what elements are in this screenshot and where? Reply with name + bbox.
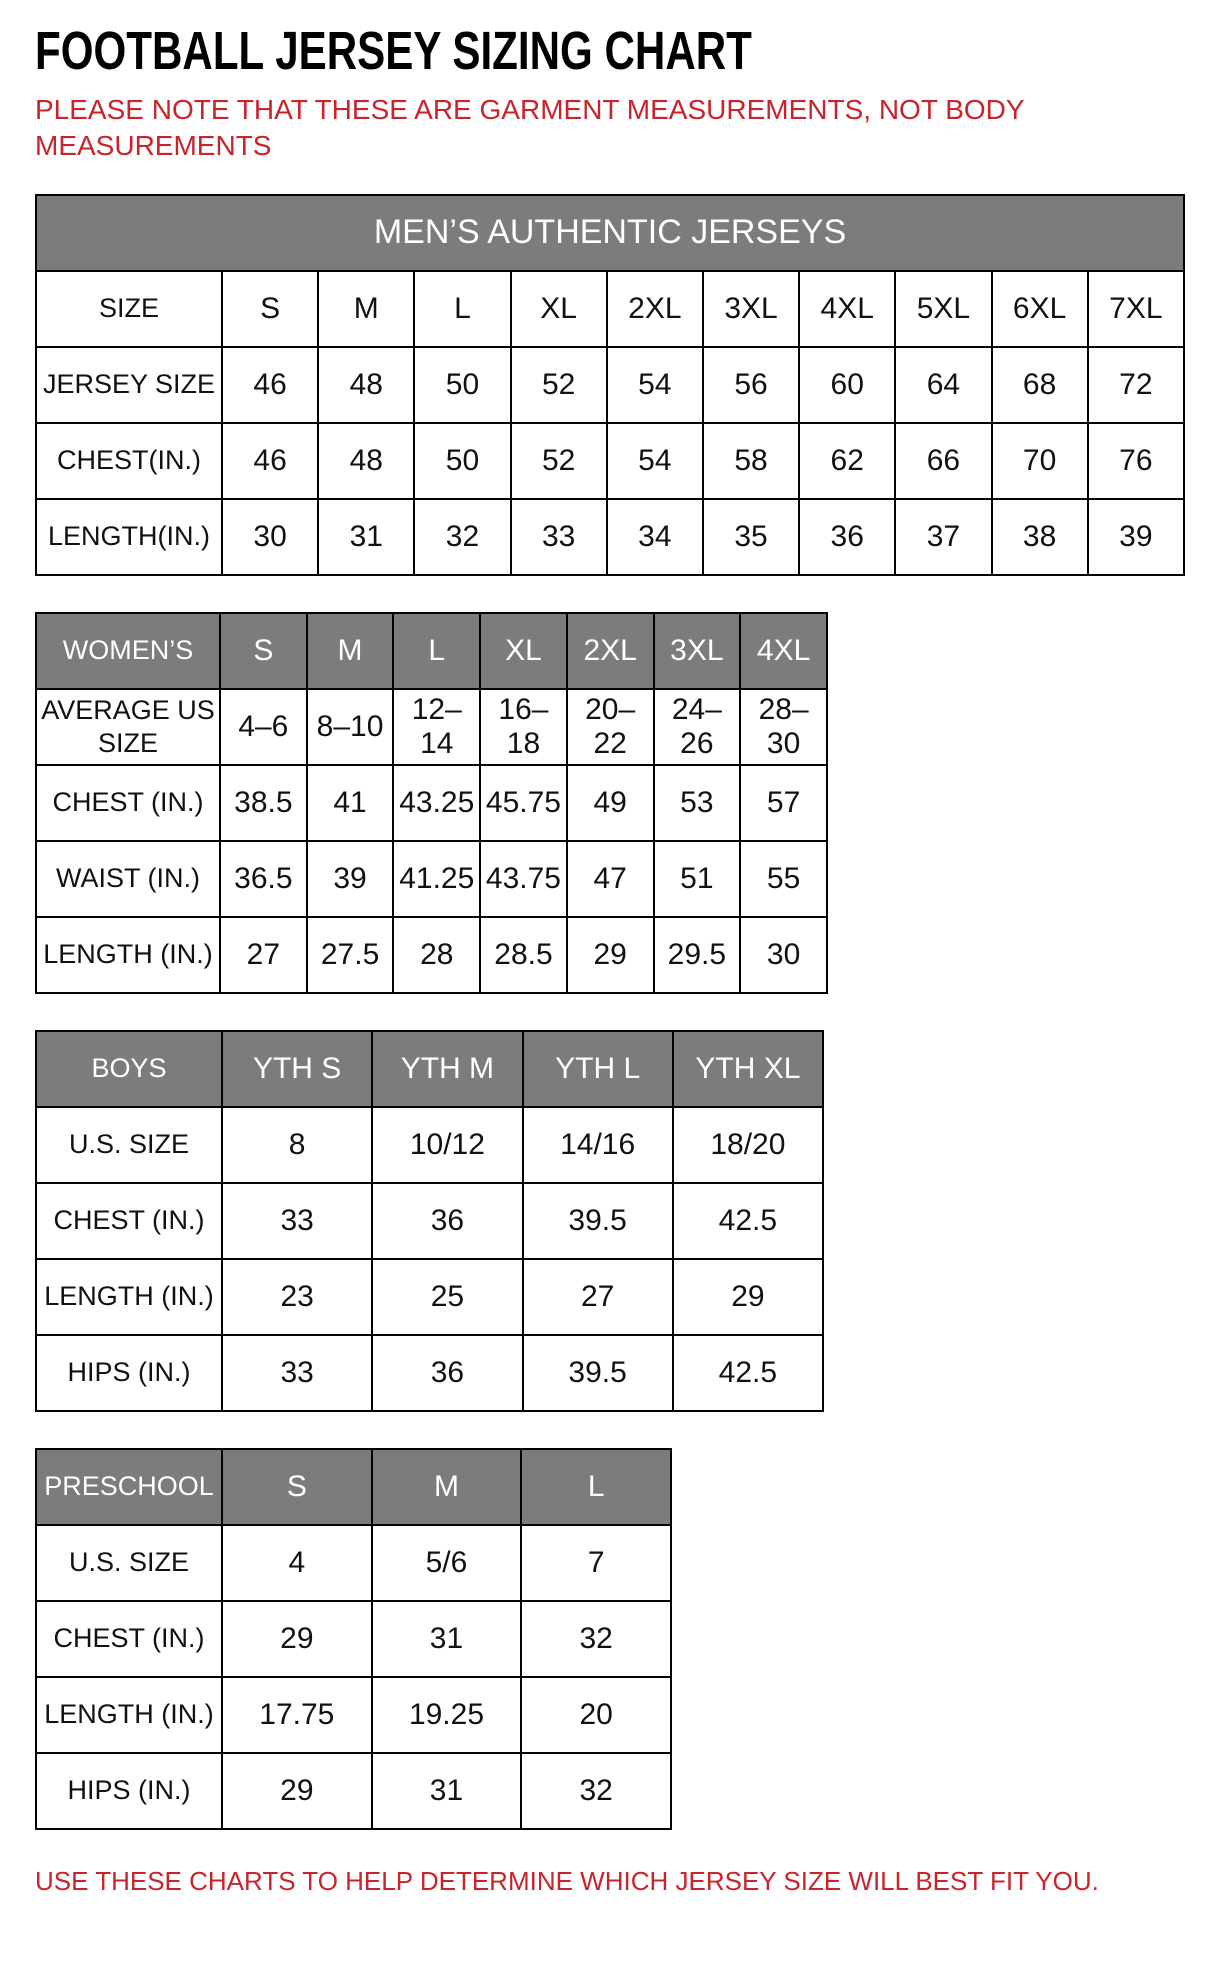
value-cell: 36.5 xyxy=(220,841,307,917)
value-cell: 19.25 xyxy=(372,1677,522,1753)
value-cell: 31 xyxy=(372,1753,522,1829)
value-cell: 46 xyxy=(222,423,318,499)
mens-size-table xyxy=(35,194,1185,576)
value-cell: 43.75 xyxy=(480,841,567,917)
value-cell: 36 xyxy=(372,1183,522,1259)
header-row xyxy=(36,613,827,689)
row-label: AVERAGE US SIZE xyxy=(36,689,220,765)
value-cell: 30 xyxy=(222,499,318,575)
row-label: HIPS (IN.) xyxy=(36,1335,222,1411)
boys-sizing-table xyxy=(35,1030,1185,1412)
boys-size-table xyxy=(35,1030,824,1412)
boys-header-label: BOYS xyxy=(36,1031,222,1107)
value-cell: 29.5 xyxy=(654,917,741,993)
womens-size-table xyxy=(35,612,828,994)
value-cell: 46 xyxy=(222,347,318,423)
value-cell: 50 xyxy=(414,423,510,499)
size-column-header: 3XL xyxy=(654,613,741,689)
value-cell: 25 xyxy=(372,1259,522,1335)
value-cell: 52 xyxy=(511,423,607,499)
value-cell: 48 xyxy=(318,347,414,423)
value-cell: 43.25 xyxy=(393,765,480,841)
value-cell: 33 xyxy=(511,499,607,575)
value-cell: 64 xyxy=(895,347,991,423)
value-cell: 2XL xyxy=(607,271,703,347)
value-cell: 28 xyxy=(393,917,480,993)
table-row xyxy=(36,499,1184,575)
value-cell: 41 xyxy=(307,765,394,841)
value-cell: 39 xyxy=(1088,499,1184,575)
value-cell: S xyxy=(222,271,318,347)
row-label: LENGTH (IN.) xyxy=(36,1259,222,1335)
value-cell: 30 xyxy=(740,917,827,993)
value-cell: 7XL xyxy=(1088,271,1184,347)
row-label: JERSEY SIZE xyxy=(36,347,222,423)
womens-header-label: WOMEN’S xyxy=(36,613,220,689)
preschool-sizing-table xyxy=(35,1448,1185,1830)
value-cell: 33 xyxy=(222,1335,372,1411)
value-cell: 45.75 xyxy=(480,765,567,841)
value-cell: 24–26 xyxy=(654,689,741,765)
size-column-header: XL xyxy=(480,613,567,689)
table-row xyxy=(36,271,1184,347)
size-column-header: M xyxy=(372,1449,522,1525)
table-row xyxy=(36,1677,671,1753)
table-row xyxy=(36,1259,823,1335)
mens-banner: MEN’S AUTHENTIC JERSEYS xyxy=(36,195,1184,271)
row-label: LENGTH (IN.) xyxy=(36,1677,222,1753)
table-row xyxy=(36,689,827,765)
womens-sizing-table xyxy=(35,612,1185,994)
table-row xyxy=(36,347,1184,423)
table-row xyxy=(36,1107,823,1183)
header-row xyxy=(36,1449,671,1525)
value-cell: 5/6 xyxy=(372,1525,522,1601)
row-label: U.S. SIZE xyxy=(36,1525,222,1601)
table-row xyxy=(36,1183,823,1259)
header-row xyxy=(36,1031,823,1107)
value-cell: 60 xyxy=(799,347,895,423)
value-cell: 54 xyxy=(607,423,703,499)
row-label: CHEST (IN.) xyxy=(36,765,220,841)
table-row xyxy=(36,1753,671,1829)
value-cell: 27 xyxy=(220,917,307,993)
size-column-header: 2XL xyxy=(567,613,654,689)
value-cell: 12–14 xyxy=(393,689,480,765)
value-cell: 49 xyxy=(567,765,654,841)
value-cell: 68 xyxy=(992,347,1088,423)
value-cell: 70 xyxy=(992,423,1088,499)
value-cell: 56 xyxy=(703,347,799,423)
value-cell: 54 xyxy=(607,347,703,423)
value-cell: 32 xyxy=(521,1753,671,1829)
value-cell: 55 xyxy=(740,841,827,917)
row-label: CHEST (IN.) xyxy=(36,1601,222,1677)
row-label: U.S. SIZE xyxy=(36,1107,222,1183)
value-cell: 4 xyxy=(222,1525,372,1601)
value-cell: 33 xyxy=(222,1183,372,1259)
size-column-header: 4XL xyxy=(740,613,827,689)
value-cell: 6XL xyxy=(992,271,1088,347)
table-row xyxy=(36,1601,671,1677)
value-cell: 58 xyxy=(703,423,799,499)
value-cell: 16–18 xyxy=(480,689,567,765)
value-cell: 28–30 xyxy=(740,689,827,765)
value-cell: 31 xyxy=(318,499,414,575)
value-cell: 50 xyxy=(414,347,510,423)
value-cell: 42.5 xyxy=(673,1183,823,1259)
banner-row xyxy=(36,195,1184,271)
value-cell: 8 xyxy=(222,1107,372,1183)
table-row xyxy=(36,841,827,917)
value-cell: 29 xyxy=(222,1753,372,1829)
value-cell: 37 xyxy=(895,499,991,575)
value-cell: 38.5 xyxy=(220,765,307,841)
row-label: CHEST(IN.) xyxy=(36,423,222,499)
value-cell: 4–6 xyxy=(220,689,307,765)
page-title: FOOTBALL JERSEY SIZING CHART xyxy=(35,21,752,81)
preschool-size-table xyxy=(35,1448,672,1830)
size-column-header: M xyxy=(307,613,394,689)
value-cell: 39.5 xyxy=(523,1335,673,1411)
value-cell: 18/20 xyxy=(673,1107,823,1183)
value-cell: 35 xyxy=(703,499,799,575)
value-cell: 23 xyxy=(222,1259,372,1335)
table-row xyxy=(36,917,827,993)
value-cell: 32 xyxy=(521,1601,671,1677)
value-cell: 17.75 xyxy=(222,1677,372,1753)
value-cell: 52 xyxy=(511,347,607,423)
value-cell: 20 xyxy=(521,1677,671,1753)
table-row xyxy=(36,1335,823,1411)
value-cell: 39 xyxy=(307,841,394,917)
value-cell: XL xyxy=(511,271,607,347)
value-cell: 62 xyxy=(799,423,895,499)
value-cell: 72 xyxy=(1088,347,1184,423)
size-column-header: YTH S xyxy=(222,1031,372,1107)
value-cell: 28.5 xyxy=(480,917,567,993)
value-cell: 31 xyxy=(372,1601,522,1677)
size-column-header: L xyxy=(393,613,480,689)
value-cell: 29 xyxy=(673,1259,823,1335)
value-cell: 39.5 xyxy=(523,1183,673,1259)
row-label: LENGTH (IN.) xyxy=(36,917,220,993)
row-label: WAIST (IN.) xyxy=(36,841,220,917)
value-cell: 51 xyxy=(654,841,741,917)
footer-note: USE THESE CHARTS TO HELP DETERMINE WHICH JERSEY SIZE WILL BEST FIT YOU. xyxy=(35,1865,1099,1896)
table-row xyxy=(36,765,827,841)
value-cell: 66 xyxy=(895,423,991,499)
row-label: CHEST (IN.) xyxy=(36,1183,222,1259)
preschool-header-label: PRESCHOOL xyxy=(36,1449,222,1525)
value-cell: 27 xyxy=(523,1259,673,1335)
value-cell: 14/16 xyxy=(523,1107,673,1183)
size-column-header: L xyxy=(521,1449,671,1525)
value-cell: 5XL xyxy=(895,271,991,347)
value-cell: 32 xyxy=(414,499,510,575)
value-cell: 47 xyxy=(567,841,654,917)
value-cell: 3XL xyxy=(703,271,799,347)
value-cell: 38 xyxy=(992,499,1088,575)
value-cell: 76 xyxy=(1088,423,1184,499)
size-column-header: S xyxy=(222,1449,372,1525)
value-cell: 42.5 xyxy=(673,1335,823,1411)
value-cell: 7 xyxy=(521,1525,671,1601)
garment-measurements-note: PLEASE NOTE THAT THESE ARE GARMENT MEASUREMENTS, NOT BODY MEASUREMENTS xyxy=(35,94,1025,161)
row-label: LENGTH(IN.) xyxy=(36,499,222,575)
table-row xyxy=(36,1525,671,1601)
size-column-header: YTH M xyxy=(372,1031,522,1107)
value-cell: 10/12 xyxy=(372,1107,522,1183)
value-cell: 8–10 xyxy=(307,689,394,765)
value-cell: 29 xyxy=(222,1601,372,1677)
value-cell: 53 xyxy=(654,765,741,841)
row-label: HIPS (IN.) xyxy=(36,1753,222,1829)
value-cell: 20–22 xyxy=(567,689,654,765)
table-row xyxy=(36,423,1184,499)
size-column-header: YTH XL xyxy=(673,1031,823,1107)
value-cell: M xyxy=(318,271,414,347)
value-cell: 36 xyxy=(799,499,895,575)
mens-sizing-table xyxy=(35,194,1185,576)
value-cell: 48 xyxy=(318,423,414,499)
value-cell: L xyxy=(414,271,510,347)
value-cell: 27.5 xyxy=(307,917,394,993)
row-label: SIZE xyxy=(36,271,222,347)
value-cell: 34 xyxy=(607,499,703,575)
value-cell: 29 xyxy=(567,917,654,993)
size-column-header: YTH L xyxy=(523,1031,673,1107)
value-cell: 57 xyxy=(740,765,827,841)
size-column-header: S xyxy=(220,613,307,689)
value-cell: 36 xyxy=(372,1335,522,1411)
value-cell: 41.25 xyxy=(393,841,480,917)
value-cell: 4XL xyxy=(799,271,895,347)
